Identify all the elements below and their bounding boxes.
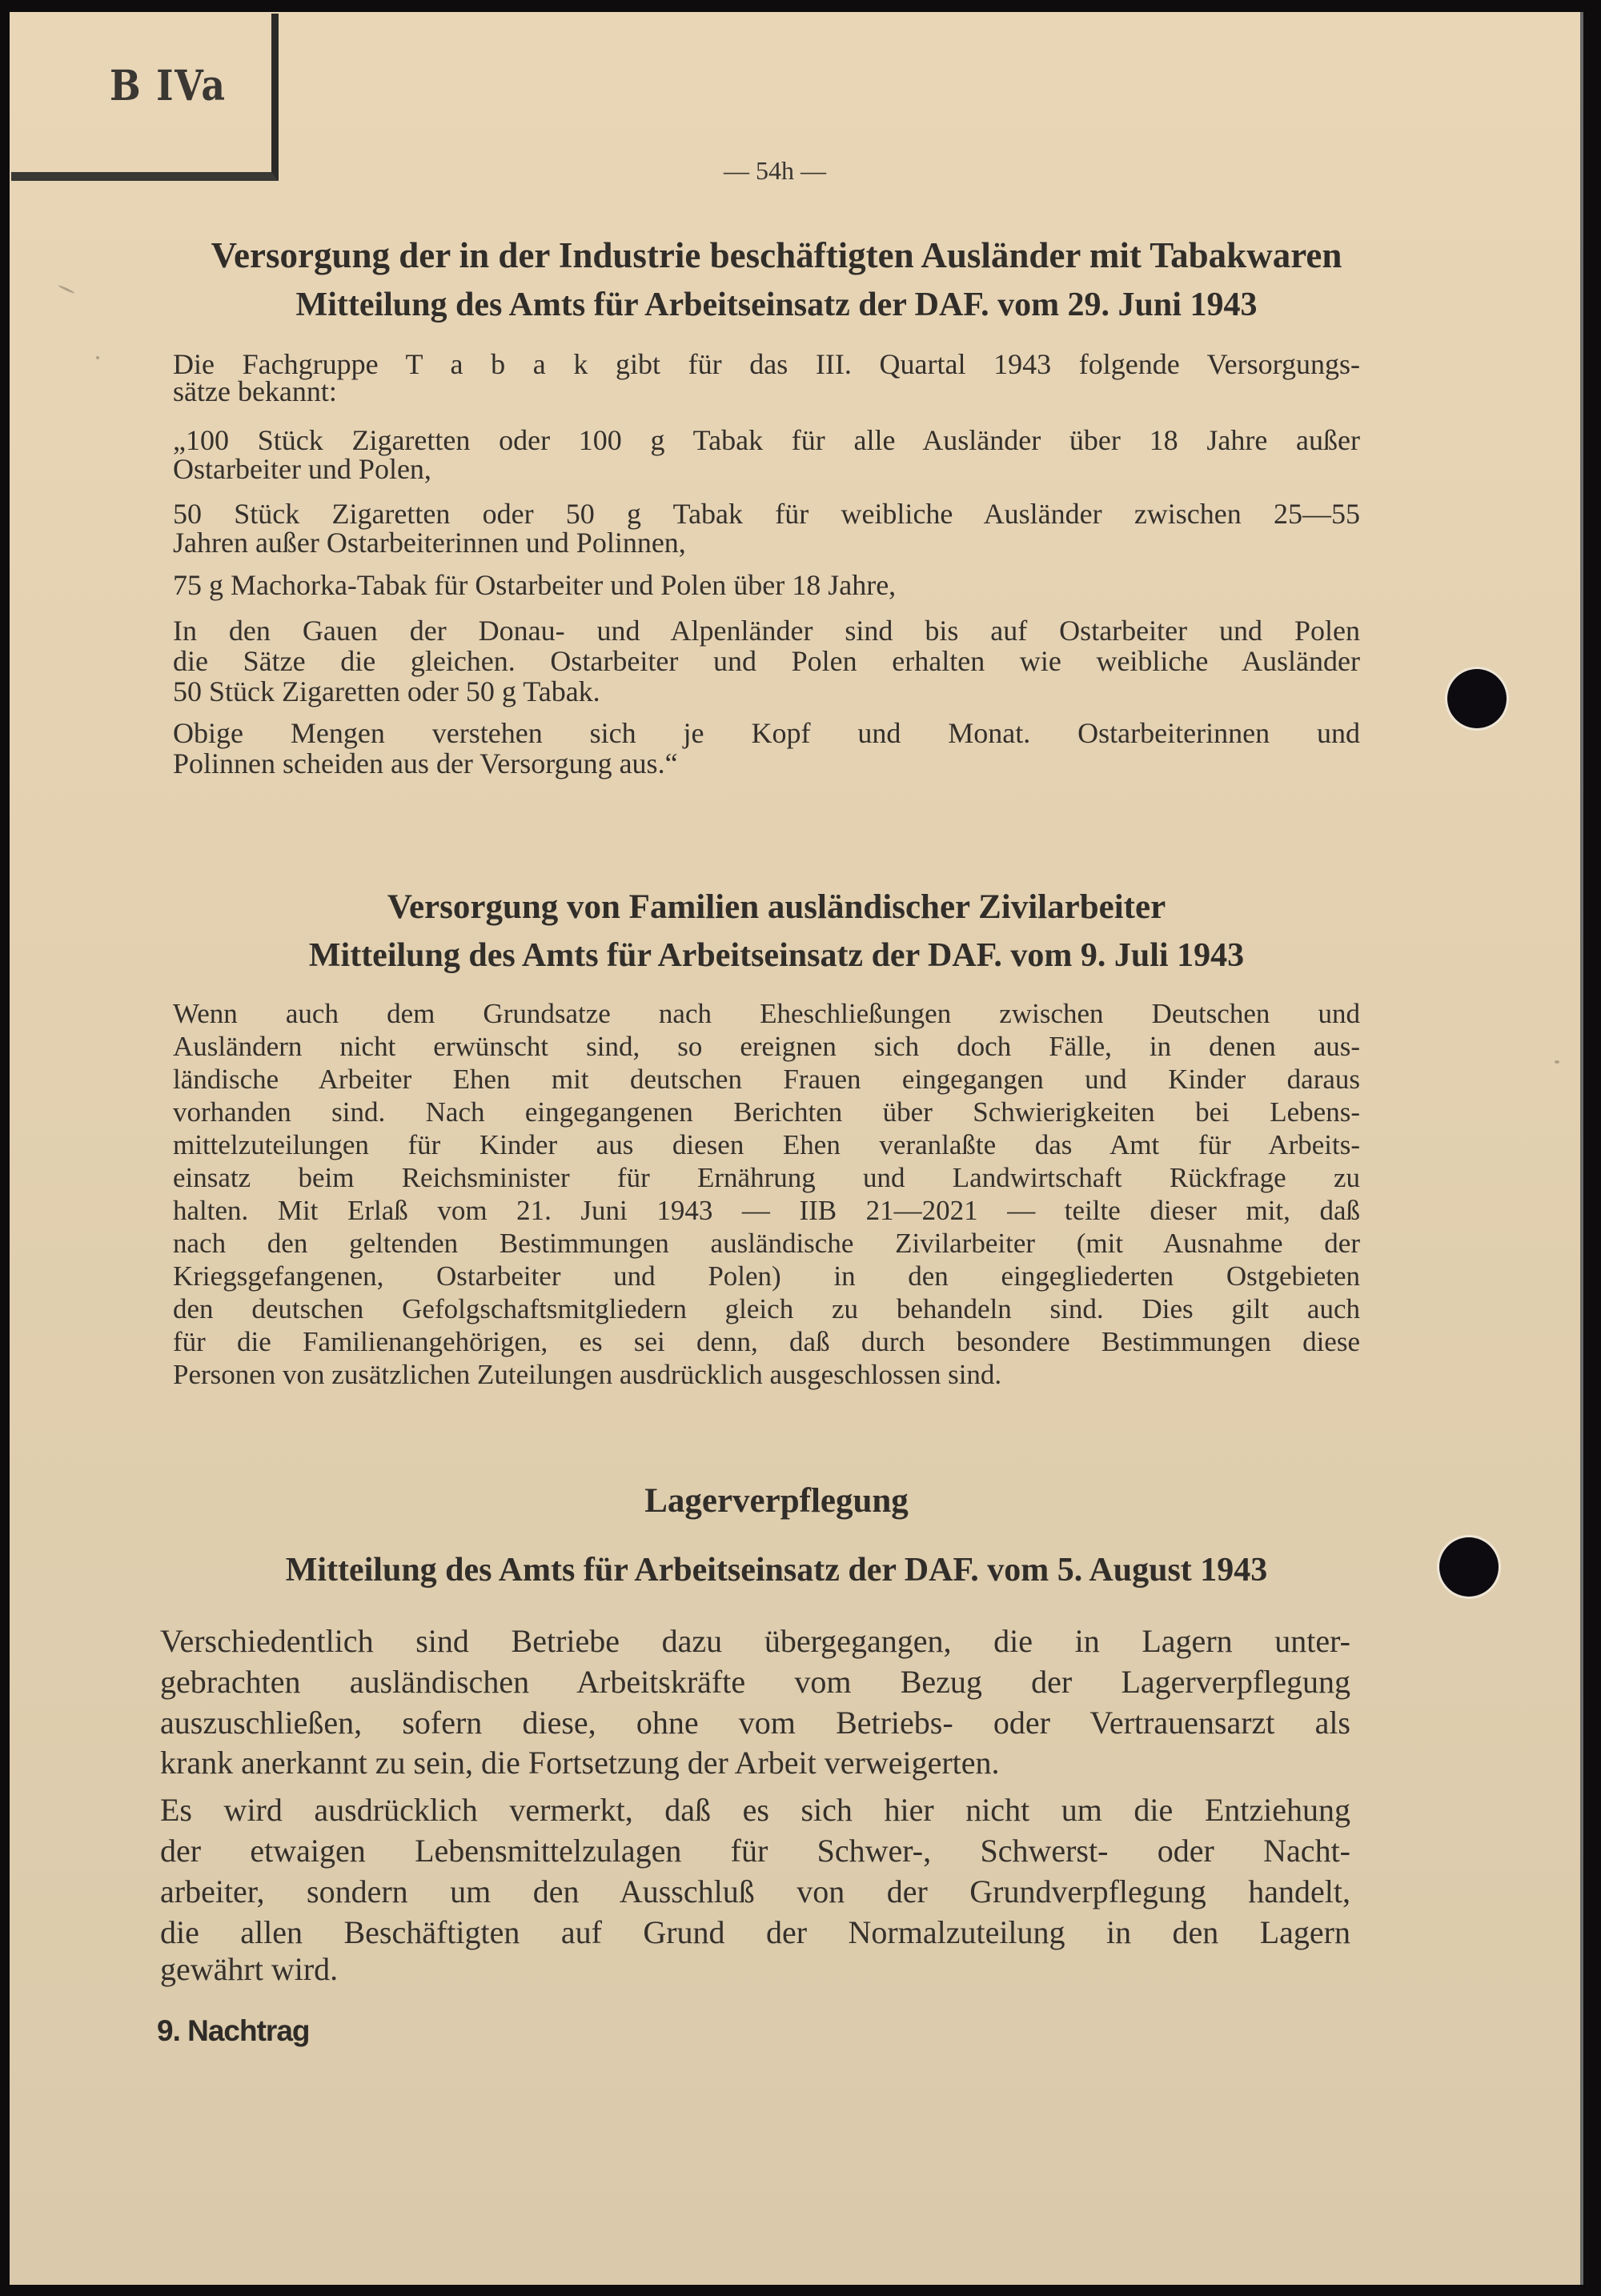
punch-hole-lower xyxy=(1439,1537,1499,1597)
text-line: der etwaigen Lebensmittelzulagen für Schwer-, Schwerst- oder Nacht- xyxy=(160,1833,1350,1869)
text-line: die allen Beschäftigten auf Grund der Normalzuteilung in den Lagern xyxy=(160,1914,1350,1950)
paper-mark xyxy=(96,356,99,359)
punch-hole-upper xyxy=(1447,669,1507,728)
text-line: Ausländern nicht erwünscht sind, so ereignen sich doch Fälle, in denen aus- xyxy=(173,1031,1360,1062)
text-line: krank anerkannt zu sein, die Fortsetzung der Arbeit verweigerten. xyxy=(160,1745,1000,1781)
text-line: den deutschen Gefolgschaftsmitgliedern gleich zu behandeln sind. Dies gilt auch xyxy=(173,1293,1360,1324)
text-line: Wenn auch dem Grundsatze nach Eheschließungen zwischen Deutschen und xyxy=(173,998,1360,1029)
text-line: halten. Mit Erlaß vom 21. Juni 1943 — IIB 21—2021 — teilte dieser mit, daß xyxy=(173,1195,1360,1226)
text-line: 50 Stück Zigaretten oder 50 g Tabak. xyxy=(173,675,600,707)
text-line: Es wird ausdrücklich vermerkt, daß es sich hier nicht um die Entziehung xyxy=(160,1792,1350,1828)
supplement-label: 9. Nachtrag xyxy=(157,2014,310,2047)
paper-mark xyxy=(1555,1060,1559,1064)
register-label: B IVa xyxy=(110,62,227,110)
section-title: Versorgung von Familien ausländischer Zivilarbeiter xyxy=(387,888,1166,926)
text-line: Jahren außer Ostarbeiterinnen und Polinnen, xyxy=(173,527,686,559)
text-line: mittelzuteilungen für Kinder aus diesen Ehen veranlaßte das Amt für Arbeits- xyxy=(173,1129,1360,1160)
text-line: arbeiter, sondern um den Ausschluß von der Grundverpflegung handelt, xyxy=(160,1873,1350,1909)
text-line: Verschiedentlich sind Betriebe dazu übergegangen, die in Lagern unter- xyxy=(160,1623,1350,1659)
text-line: „100 Stück Zigaretten oder 100 g Tabak für alle Ausländer über 18 Jahre außer xyxy=(173,424,1360,456)
text-line: Kriegsgefangenen, Ostarbeiter und Polen) in den eingegliederten Ostgebieten xyxy=(173,1260,1360,1292)
section-title: Lagerverpflegung xyxy=(644,1482,909,1520)
text-line: gebrachten ausländischen Arbeitskräfte vom Bezug der Lagerverpflegung xyxy=(160,1664,1350,1700)
text-line: Polinnen scheiden aus der Versorgung aus.“ xyxy=(173,747,678,779)
text-line: Personen von zusätzlichen Zuteilungen ausdrücklich ausgeschlossen sind. xyxy=(173,1359,1002,1390)
text-line: die Sätze die gleichen. Ostarbeiter und Polen erhalten wie weibliche Ausländer xyxy=(173,645,1360,677)
text-line: vorhanden sind. Nach eingegangenen Berichten über Schwierigkeiten bei Lebens- xyxy=(173,1096,1360,1128)
text-line: 50 Stück Zigaretten oder 50 g Tabak für weibliche Ausländer zwischen 25—55 xyxy=(173,498,1360,530)
text-line: 75 g Machorka-Tabak für Ostarbeiter und Polen über 18 Jahre, xyxy=(173,569,897,601)
section-title: Versorgung der in der Industrie beschäftigten Ausländer mit Tabakwaren xyxy=(211,235,1342,275)
section-subtitle: Mitteilung des Amts für Arbeitseinsatz der DAF. vom 29. Juni 1943 xyxy=(295,286,1258,323)
text-line: nach den geltenden Bestimmungen ausländische Zivilarbeiter (mit Ausnahme der xyxy=(173,1228,1360,1259)
text-line: Ostarbeiter und Polen, xyxy=(173,453,431,485)
section-subtitle: Mitteilung des Amts für Arbeitseinsatz der DAF. vom 5. August 1943 xyxy=(285,1552,1268,1589)
text-line: sätze bekannt: xyxy=(173,375,337,407)
text-line: Die Fachgruppe T a b a k gibt für das III. Quartal 1943 folgende Versorgungs- xyxy=(173,348,1360,380)
text-line: ländische Arbeiter Ehen mit deutschen Frauen eingegangen und Kinder daraus xyxy=(173,1064,1360,1095)
document-page xyxy=(10,12,1580,2285)
text-line: für die Familienangehörigen, es sei denn, daß durch besondere Bestimmungen diese xyxy=(173,1326,1360,1357)
text-line: auszuschließen, sofern diese, ohne vom Betriebs- oder Vertrauensarzt als xyxy=(160,1705,1350,1741)
text-line: gewährt wird. xyxy=(160,1951,339,1987)
section-subtitle: Mitteilung des Amts für Arbeitseinsatz der DAF. vom 9. Juli 1943 xyxy=(308,937,1245,974)
page-number: — 54h — xyxy=(724,156,826,185)
text-line: In den Gauen der Donau- und Alpenländer sind bis auf Ostarbeiter und Polen xyxy=(173,615,1360,647)
text-line: einsatz beim Reichsminister für Ernährung und Landwirtschaft Rückfrage zu xyxy=(173,1162,1360,1193)
text-line: Obige Mengen verstehen sich je Kopf und Monat. Ostarbeiterinnen und xyxy=(173,717,1360,749)
